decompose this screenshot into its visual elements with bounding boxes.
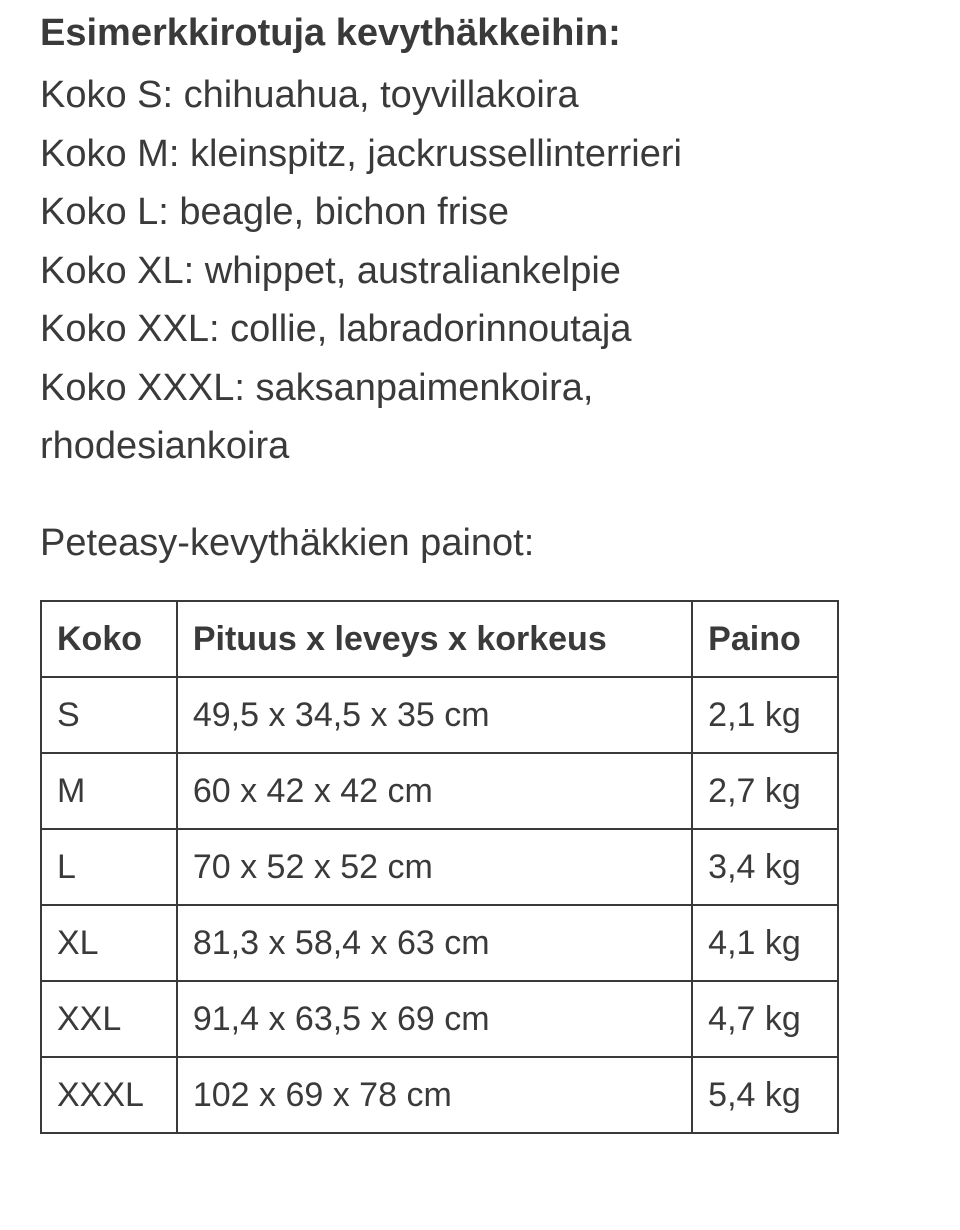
cell-dimensions: 70 x 52 x 52 cm <box>177 829 692 905</box>
breed-line-s: Koko S: chihuahua, toyvillakoira <box>40 74 579 116</box>
cell-weight: 2,7 kg <box>692 753 838 829</box>
weights-title: Peteasy-kevythäkkien painot: <box>40 522 535 564</box>
header-dimensions: Pituus x leveys x korkeus <box>177 601 692 677</box>
cell-weight: 4,1 kg <box>692 905 838 981</box>
breed-line-l: Koko L: beagle, bichon frise <box>40 191 509 233</box>
breed-line-m: Koko M: kleinspitz, jackrussellinterrieri <box>40 132 682 175</box>
header-size: Koko <box>41 601 177 677</box>
table-row <box>41 829 838 905</box>
cell-weight: 4,7 kg <box>692 981 838 1057</box>
breed-list <box>40 66 682 476</box>
header-weight: Paino <box>692 601 838 677</box>
cell-size: XXXL <box>41 1057 177 1133</box>
table-row <box>41 905 838 981</box>
cell-weight: 3,4 kg <box>692 829 838 905</box>
cell-size: XXL <box>41 981 177 1057</box>
size-table <box>40 600 839 1134</box>
table-row <box>41 753 838 829</box>
table-row <box>41 981 838 1057</box>
table-row <box>41 1057 838 1133</box>
cell-dimensions: 91,4 x 63,5 x 69 cm <box>177 981 692 1057</box>
breed-line-xl: Koko XL: whippet, australiankelpie <box>40 249 621 292</box>
cell-dimensions: 102 x 69 x 78 cm <box>177 1057 692 1133</box>
cell-size: XL <box>41 905 177 981</box>
cell-weight: 2,1 kg <box>692 677 838 753</box>
breed-line-xxl: Koko XXL: collie, labradorinnoutaja <box>40 308 632 350</box>
cell-dimensions: 60 x 42 x 42 cm <box>177 753 692 829</box>
heading: Esimerkkirotuja kevythäkkeihin: <box>40 12 621 54</box>
table-row <box>41 677 838 753</box>
table-header-row <box>41 601 838 677</box>
cell-size: S <box>41 677 177 753</box>
breed-line-xxxl: Koko XXXL: saksanpaimenkoira, <box>40 366 594 409</box>
breed-line-xxxl-cont: rhodesiankoira <box>40 425 290 467</box>
cell-weight: 5,4 kg <box>692 1057 838 1133</box>
cell-dimensions: 49,5 x 34,5 x 35 cm <box>177 677 692 753</box>
cell-size: L <box>41 829 177 905</box>
cell-size: M <box>41 753 177 829</box>
cell-dimensions: 81,3 x 58,4 x 63 cm <box>177 905 692 981</box>
